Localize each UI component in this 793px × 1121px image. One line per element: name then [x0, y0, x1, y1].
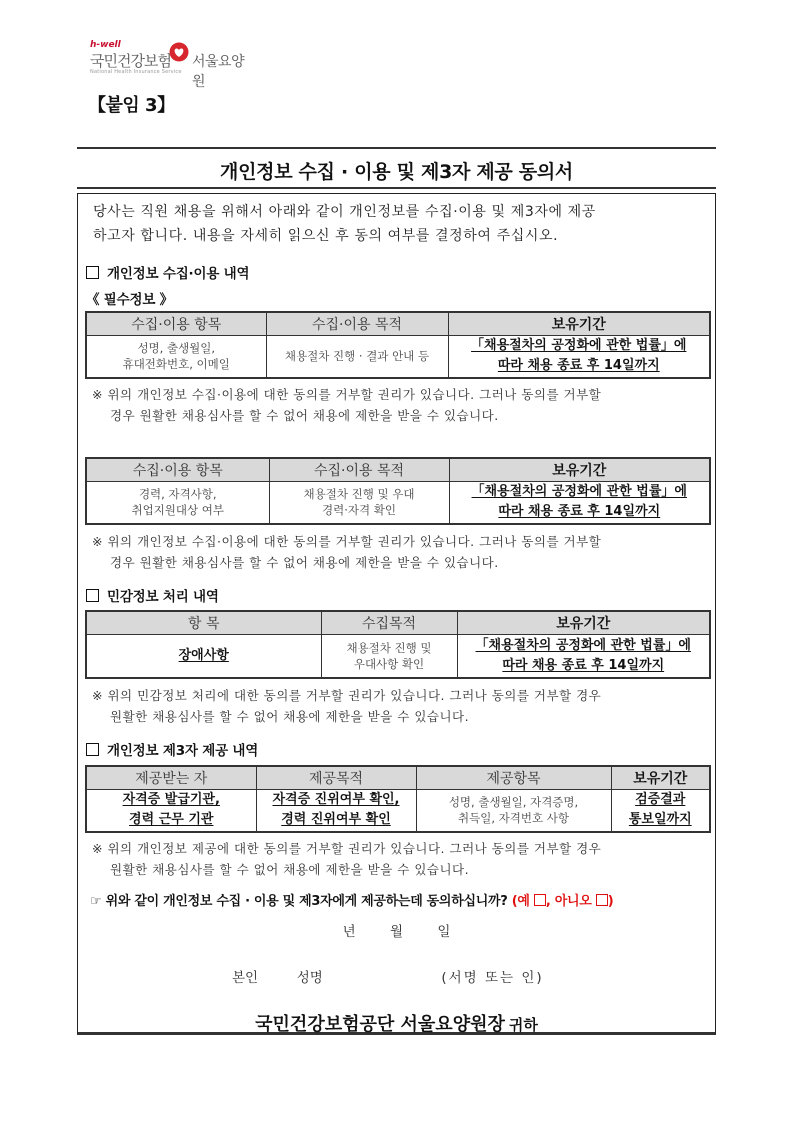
- self-label: 본인: [232, 970, 259, 986]
- col-header-purpose: 수집목적: [321, 611, 457, 635]
- cell-line: 「채용절차의 공정화에 관한 법률」에: [471, 338, 687, 354]
- notice-line: 경우 원활한 채용심사를 할 수 없어 채용에 제한을 받을 수 있습니다.: [110, 555, 499, 570]
- cell-line: 따라 채용 종료 후 14일까지: [497, 358, 660, 374]
- cell-items: [86, 336, 266, 378]
- cell-line: 우대사항 확인: [353, 656, 425, 671]
- collection-table-optional: [85, 457, 711, 525]
- cell-items: [86, 482, 269, 524]
- notice-line: ※ 위의 민감정보 처리에 대한 동의를 거부할 권리가 있습니다. 그러나 동의를 거부할 경우: [92, 688, 602, 703]
- consent-yes-checkbox[interactable]: [534, 894, 546, 906]
- notice-line: ※ 위의 개인정보 제공에 대한 동의를 거부할 권리가 있습니다. 그러나 동의를 거부할 경우: [92, 841, 602, 856]
- heart-icon: [168, 42, 190, 62]
- addressee: [77, 1010, 716, 1036]
- organization-logo: [88, 38, 248, 90]
- col-header-items: 수집·이용 항목: [86, 312, 266, 336]
- cell-purpose: 채용절차 진행 · 결과 안내 등: [266, 336, 448, 378]
- col-header-purpose: 수집·이용 목적: [269, 458, 449, 482]
- addressee-name: 국민건강보험공단 서울요양원장: [255, 1014, 505, 1035]
- month-field[interactable]: 월: [389, 924, 404, 940]
- cell-line: 자격증 진위여부 확인,: [272, 792, 400, 808]
- sensitive-info-table: [85, 610, 711, 679]
- cell-line: 채용절차 진행 및: [346, 640, 432, 655]
- intro-paragraph: [93, 200, 713, 248]
- refusal-notice-1: [92, 384, 714, 426]
- notice-line: ※ 위의 개인정보 수집·이용에 대한 동의를 거부할 권리가 있습니다. 그러나 동의를 거부할: [92, 387, 602, 402]
- attachment-label: 【붙임 3】: [88, 95, 175, 116]
- col-header-purpose: 제공목적: [256, 766, 416, 790]
- document-title: 개인정보 수집 · 이용 및 제3자 제공 동의서: [220, 161, 573, 183]
- date-line: [77, 920, 716, 940]
- cell-line: 따라 채용 종료 후 14일까지: [498, 504, 661, 520]
- col-header-retention: 보유기간: [611, 766, 710, 790]
- paren: (: [511, 894, 518, 909]
- cell-line: 취업지원대상 여부: [131, 503, 225, 518]
- consent-question: [90, 890, 613, 909]
- section-third-party-heading: [86, 739, 258, 759]
- table-row: [86, 336, 710, 378]
- cell-line: 따라 채용 종료 후 14일까지: [502, 657, 665, 673]
- cell-line: 통보일까지: [628, 812, 692, 828]
- intro-line-2: 하고자 합니다. 내용을 자세히 읽으신 후 동의 여부를 결정하여 주십시오.: [93, 228, 559, 244]
- cell-purpose: [256, 790, 416, 832]
- cell-recipient: [86, 790, 256, 832]
- refusal-notice-2: [92, 531, 714, 573]
- col-header-items: 제공항목: [416, 766, 611, 790]
- consent-no-checkbox[interactable]: [596, 894, 608, 906]
- notice-line: ※ 위의 개인정보 수집·이용에 대한 동의를 거부할 권리가 있습니다. 그러나 동의를 거부할: [92, 534, 602, 549]
- cell-retention: [449, 482, 710, 524]
- cell-line: 휴대전화번호, 이메일: [122, 357, 230, 372]
- section-heading-text: 민감정보 처리 내역: [107, 589, 219, 605]
- col-header-items: 수집·이용 항목: [86, 458, 269, 482]
- col-header-recipient: 제공받는 자: [86, 766, 256, 790]
- logo-tagline: h-well: [90, 40, 121, 50]
- refusal-notice-4: [92, 838, 714, 880]
- title-top-rule: [77, 147, 716, 149]
- intro-line-1: 당사는 직원 채용을 위해서 아래와 같이 개인정보를 수집·이용 및 제3자에 제공: [93, 204, 596, 220]
- third-party-table: [85, 765, 711, 833]
- cell-retention: [457, 635, 710, 678]
- cell-retention: [448, 336, 710, 378]
- cell-retention: [611, 790, 710, 832]
- checkbox-square-icon: [86, 266, 99, 279]
- cell-line: 검증결과: [635, 792, 686, 808]
- collection-table-required: [85, 311, 711, 379]
- table-header-row: [86, 611, 710, 635]
- checkbox-square-icon: [86, 589, 99, 602]
- logo-branch-name: 서울요양원: [192, 54, 245, 90]
- cell-line: 경력 진위여부 확인: [281, 812, 391, 828]
- col-header-retention: 보유기간: [448, 312, 710, 336]
- cell-line: 취득일, 자격번호 사항: [458, 811, 569, 826]
- refusal-notice-3: [92, 685, 714, 727]
- consent-question-text: ☞ 위와 같이 개인정보 수집 · 이용 및 제3자에게 제공하는데 동의하십니까?: [90, 894, 508, 909]
- day-field[interactable]: 일: [437, 924, 451, 940]
- notice-line: 원활한 채용심사를 할 수 없어 채용에 제한을 받을 수 있습니다.: [110, 862, 470, 877]
- consent-options: (예 , 아니오 ): [511, 894, 614, 909]
- table-row: [86, 635, 710, 678]
- table-header-row: [86, 458, 710, 482]
- required-info-subheading: 《 필수정보 》: [86, 292, 173, 308]
- signature-line: [232, 966, 544, 986]
- notice-line: 경우 원활한 채용심사를 할 수 없어 채용에 제한을 받을 수 있습니다.: [110, 408, 499, 423]
- name-label: 성명: [296, 970, 323, 986]
- section-heading-text: 개인정보 제3자 제공 내역: [107, 743, 259, 759]
- col-header-item: 항 목: [86, 611, 321, 635]
- table-header-row: [86, 312, 710, 336]
- cell-line: 자격증 발급기관,: [122, 792, 220, 808]
- cell-line: 채용절차 진행 및 우대: [303, 487, 415, 502]
- addressee-suffix: 귀하: [508, 1016, 538, 1034]
- col-header-retention: 보유기간: [449, 458, 710, 482]
- logo-org-name: 국민건강보험: [90, 52, 171, 70]
- table-header-row: [86, 766, 710, 790]
- cell-line: 성명, 출생월일,: [137, 341, 216, 356]
- cell-line: 경력, 자격사항,: [138, 487, 217, 502]
- notice-line: 원활한 채용심사를 할 수 없어 채용에 제한을 받을 수 있습니다.: [110, 709, 470, 724]
- cell-item: 장애사항: [86, 635, 321, 678]
- cell-purpose: [321, 635, 457, 678]
- consent-yes-label: 예: [517, 894, 530, 909]
- col-header-retention: 보유기간: [457, 611, 710, 635]
- cell-line: 「채용절차의 공정화에 관한 법률」에: [475, 637, 691, 653]
- paren: ): [607, 894, 614, 909]
- cell-line: 성명, 출생월일, 자격증명,: [448, 795, 579, 810]
- table-row: [86, 790, 710, 832]
- cell-line: 경력·자격 확인: [322, 503, 396, 518]
- cell-line: 「채용절차의 공정화에 관한 법률」에: [471, 484, 687, 500]
- cell-line: 경력 근무 기관: [129, 812, 214, 828]
- table-row: [86, 482, 710, 524]
- section-heading-text: 개인정보 수집·이용 내역: [107, 266, 250, 282]
- section-sensitive-info-heading: [86, 585, 219, 605]
- cell-purpose: [269, 482, 449, 524]
- section-collection-use-heading: [86, 262, 249, 282]
- checkbox-square-icon: [86, 743, 99, 756]
- col-header-purpose: 수집·이용 목적: [266, 312, 448, 336]
- consent-no-label: 아니오: [554, 894, 592, 909]
- title-bottom-rule: [77, 187, 716, 189]
- year-field[interactable]: 년: [342, 924, 356, 940]
- logo-org-subtitle: National Health Insurance Service: [90, 69, 182, 75]
- signature-hint[interactable]: (서명 또는 인): [441, 970, 544, 986]
- cell-items: [416, 790, 611, 832]
